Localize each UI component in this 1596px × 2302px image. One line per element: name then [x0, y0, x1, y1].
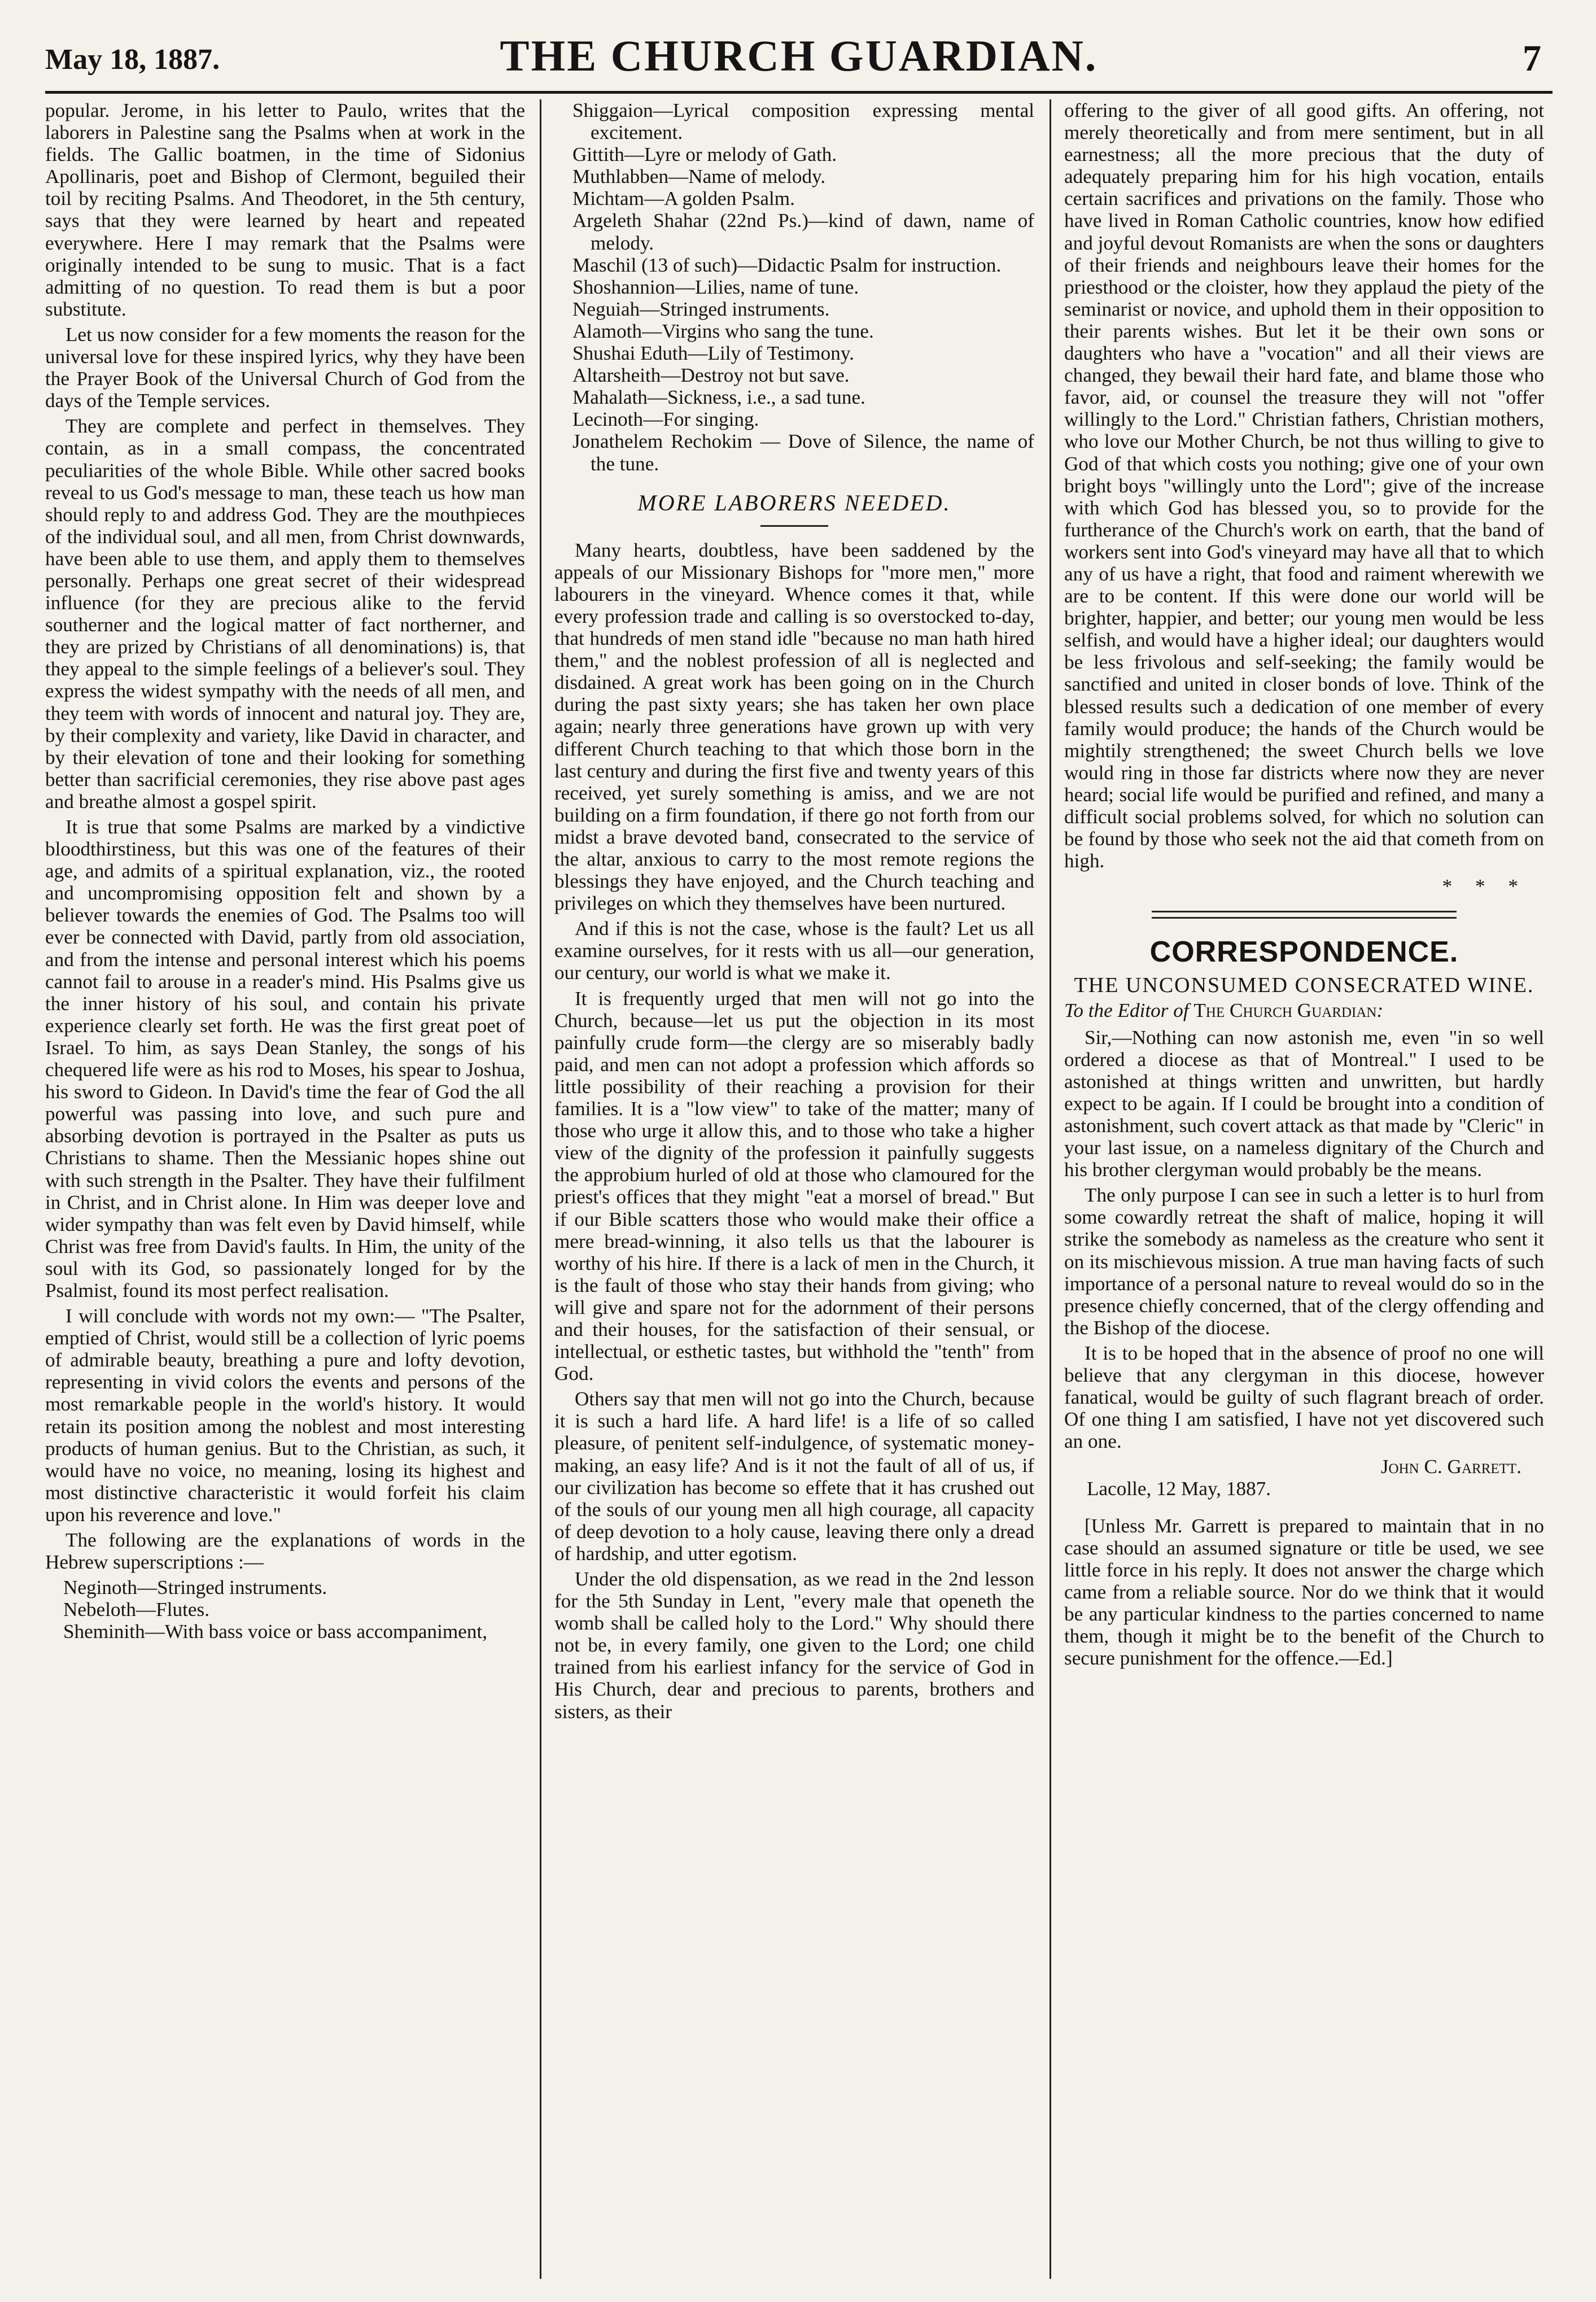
list-item: Alamoth—Virgins who sang the tune.	[572, 320, 874, 342]
list-item: Altarsheith—Destroy not but save.	[572, 364, 850, 387]
paragraph: It is to be hoped that in the absence of proof no one will believe that any clergyman in this diocese, however fanatical, would be guilty of such flagrant breach of order. Of one thing I am satisfied, I have not yet discovered such an one.	[1064, 1342, 1544, 1453]
list-item: Neguiah—Stringed instruments.	[572, 298, 830, 320]
list-item: Shushai Eduth—Lily of Testimony.	[572, 342, 854, 365]
newspaper-title: THE CHURCH GUARDIAN.	[500, 31, 1098, 80]
list-item: Lecinoth—For singing.	[572, 408, 759, 431]
column-1	[45, 99, 525, 2279]
list-item: Gittith—Lyre or melody of Gath.	[572, 143, 837, 166]
salutation-suffix: :	[1376, 999, 1384, 1022]
paragraph: It is frequently urged that men will not go into the Church, because—let us put the objection in its most painfully crude form—the clergy are so miserably badly paid, and men can not adopt a profession which affords so little possibility of their reaching a provision for their families. It is a "low view" to take of the matter; many of those who urge it allow this, and to those who take a higher view of the dignity of the profession it painfully suggests the approbium hurled of old at those who clamoured for the priest's offices that they might "eat a morsel of bread." But if our Bible scatters those who would make their office a mere bread-winning, it also tells us that the labourer is worthy of his hire. If there is a lack of men in the Church, it is the fault of those who stay their hands from giving; who will give and spare not for the adornment of their persons and their houses, for the satisfaction of their sensual, or intellectual, or esthetic tastes, but withhold the "tenth" from God.	[554, 987, 1034, 1385]
paragraph: They are complete and perfect in themselves. They contain, as in a small compass, the concentrated peculiarities of the whole Bible. While other sacred books reveal to us God's message to man, these teach us how man should reply to and address God. They are the mouthpieces of the individual soul, and all men, from Christ downwards, have been able to use them, and apply them to themselves personally. Perhaps one great secret of their widespread influence (for they are precious alike to the fervid southerner and the logical matter of fact northerner, and they are prized by Christians of all denominations) is, that they appeal to the simple feelings of a believer's soul. They express the widest sympathy with the needs of all men, and they teem with words of innocent and natural joy. They are, by their complexity and variety, like David in character, and by their elevation of tone and their looking for something better than sacrificial ceremonies, they rise above past ages and breathe almost a gospel spirit.	[45, 415, 525, 813]
paragraph: It is true that some Psalms are marked by a vindictive bloodthirstiness, but this was one of the features of their age, and admits of a spiritual explanation, viz., the rooted and uncompromising opposition felt and shown by a believer towards the enemies of God. The Psalms too will ever be connected with David, partly from old association, and from the intense and personal interest which his poems cannot fail to arouse in a reader's mind. His Psalms give us the inner history of his soul, and contain his private experience clearly set forth. He was the first great poet of Israel. To him, as says Dean Stanley, the songs of his chequered life were as his rod to Moses, his spear to Joshua, his sword to Gideon. In David's time the fear of God the all powerful was passing into love, and such pure and absorbing devotion is portrayed in the Psalter as puts us Christians to shame. Then the Messianic hopes shine out with such strength in the Psalter. They have their fulfilment in Christ, and in Christ alone. In Him was deeper love and wider sympathy than was felt even by David himself, while Christ was free from David's faults. In Him, the unity of the soul with its God, so passionately longed for by the Psalmist, found its most perfect realisation.	[45, 816, 525, 1301]
list-item: Nebeloth—Flutes.	[63, 1598, 209, 1621]
column-2	[554, 99, 1034, 2279]
salutation-prefix: To the Editor of	[1064, 999, 1189, 1022]
masthead	[45, 26, 1553, 94]
list-item: Mahalath—Sickness, i.e., a sad tune.	[572, 386, 865, 409]
paragraph: offering to the giver of all good gifts. An offering, not merely theoretically and from mere sentiment, but in all earnestness; all the more precious that the duty of adequately preparing him for his high vocation, entails certain sacrifices and privations on the family. Those who have lived in Roman Catholic countries, know how edified and joyful devout Romanists are when the sons or daughters of their friends and neighbours leave their homes for the priesthood or the cloister, how they applaud the piety of the seminarist or novice, and uphold them in their opposition to their parents wishes. But let it be their own sons or daughters who have a "vocation" and all their views are changed, they bewail their hard fate, and blame those who favor, aid, or counsel the treasure they will not "offer willingly to the Lord." Christian fathers, Christian mothers, who love our Mother Church, be not thus willing to give to God of that which costs you nothing; give one of your own bright boys "willingly unto the Lord"; give of the increase with which God has blessed you, so to provide for the furtherance of the Church's work on earth, that the band of workers sent into God's vineyard may have all that to which any of us have a right, that food and raiment wherewith we are to be content. If this were done our world will be brighter, happier, and better; our young men would be less selfish, and would have a higher ideal; our daughters would be less frivolous and self-seeking; the family would be sanctified and united in closer bonds of love. Think of the blessed results such a dedication of one member of every family would produce; the hands of the Church would be mightily strengthened; the sweet Church bells we love would ring in those far districts where now they are never heard; social life would be purified and refined, and many a difficult social problems solved, for which no solution can be found by those who seek not the aid that cometh from on high.	[1064, 99, 1544, 872]
paragraph: Under the old dispensation, as we read in the 2nd lesson for the 5th Sunday in Lent, "every male that openeth the womb shall be called holy to the Lord." Why should there not be, in every family, one given to the Lord; one child trained from his earliest infancy for the service of God in His Church, dear and precious to parents, brothers and sisters, as their	[554, 1568, 1034, 1723]
section-divider	[1152, 911, 1457, 919]
list-item: Shoshannion—Lilies, name of tune.	[572, 276, 859, 298]
columns	[45, 99, 1553, 2279]
paragraph: Many hearts, doubtless, have been saddened by the appeals of our Missionary Bishops for "more men," more labourers in the vineyard. Whence comes it that, while every profession trade and calling is so overstocked to-day, that hundreds of men stand idle "because no man hath hired them," and the noblest profession of all is neglected and disdained. A great work has been going on in the Church during the past sixty years; she has taken her own place again; nearly three generations have grown up with very different Church teaching to that which those born in the last century and during the first five and twenty years of this received, yet surely something is amiss, and we are not building on a firm foundation, if there go not forth from our midst a brave devoted band, consecrated to the service of the altar, anxious to carry to the most remote regions the blessings they have enjoyed, and the Church teaching and privileges on which they themselves have been nurtured.	[554, 539, 1034, 915]
letter-signature: John C. Garrett.	[1380, 1456, 1521, 1478]
list-item: Muthlabben—Name of melody.	[572, 165, 826, 188]
paragraph: And if this is not the case, whose is the fault? Let us all examine ourselves, for it rests with us all—our generation, our century, our world is what we make it.	[554, 918, 1034, 984]
paragraph: Let us now consider for a few moments the reason for the universal love for these inspired lyrics, why they have been the Prayer Book of the Universal Church of God from the days of the Temple services.	[45, 323, 525, 412]
letter-place-date: Lacolle, 12 May, 1887.	[1087, 1478, 1271, 1500]
paragraph: The only purpose I can see in such a letter is to hurl from some cowardly retreat the shaft of malice, hoping it will strike the somebody as nameless as the creature who sent it on its mischievous mission. A true man having facts of such importance of a personal nature to reveal would do so in the presence chiefly concerned, that of the clergy offending and the Bishop of the diocese.	[1064, 1184, 1544, 1339]
list-item: Shiggaion—Lyrical composition expressing mental excitement.	[572, 99, 1034, 144]
heading-rule	[760, 525, 828, 527]
paragraph: Others say that men will not go into the Church, because it is such a hard life. A hard life! is a life of so called pleasure, of penitent self-indulgence, of systematic money-making, an easy life? And is it not the fault of all of us, if our civilization has become so effete that it has crushed out of the souls of our young men all high courage, all capacity of deep devotion to a holy cause, leaving there only a dread of hardship, and utter egotism.	[554, 1388, 1034, 1565]
column-3	[1064, 99, 1544, 2279]
correspondence-heading: CORRESPONDENCE.	[1149, 936, 1459, 969]
section-stars: * * *	[1442, 875, 1527, 898]
list-item: Sheminith—With bass voice or bass accompaniment,	[63, 1620, 488, 1643]
list-item: Maschil (13 of such)—Didactic Psalm for instruction.	[572, 254, 1002, 276]
list-item: Michtam—A golden Psalm.	[572, 187, 795, 210]
issue-date: May 18, 1887.	[45, 43, 220, 76]
list-item: Jonathelem Rechokim — Dove of Silence, the name of the tune.	[572, 430, 1034, 475]
list-item: Argeleth Shahar (22nd Ps.)—kind of dawn, name of melody.	[572, 209, 1034, 254]
paragraph: Sir,—Nothing can now astonish me, even "in so well ordered a diocese as that of Montreal." I used to be astonished at things written and unwritten, but hardly expect to be again. If I could be brought into a condition of astonishment, such covert attack as that made by "Cleric" in your last issue, on a nameless dignitary of the Church and his brother clergyman would probably be the means.	[1064, 1026, 1544, 1181]
superscription-list	[45, 1576, 525, 1643]
list-item: Neginoth—Stringed instruments.	[63, 1576, 327, 1599]
article-heading: MORE LABORERS NEEDED.	[637, 490, 951, 516]
editor-note: [Unless Mr. Garrett is prepared to maintain that in no case should an assumed signature or title be used, we see little force in his reply. It does not answer the charge which came from a reliable source. Nor do we think that it would be any particular kindness to the parties concerned to name them, though it might be to the benefit of the Church to secure punishment for the offence.—Ed.]	[1064, 1514, 1544, 1670]
letter-title: THE UNCONSUMED CONSECRATED WINE.	[1074, 973, 1534, 998]
paragraph: popular. Jerome, in his letter to Paulo, writes that the laborers in Palestine sang the Psalms when at work in the fields. The Gallic boatmen, in the time of Sidonius Apollinaris, poet and Bishop of Clermont, beguiled their toil by reciting Psalms. And Theodoret, in the 5th century, says that they were learned by heart and repeated everywhere. Here I may remark that the Psalms were originally intended to be sung to music. That is a fact admitting of no question. To read them is but a poor substitute.	[45, 99, 525, 320]
paragraph: I will conclude with words not my own:— "The Psalter, emptied of Christ, would still be a collection of lyric poems of admirable beauty, breathing a pure and lofty devotion, representing in vivid colors the events and persons of the most remarkable people in the world's history. It would retain its position among the noblest and most interesting products of human genius. But to the Christian, as such, it would have no voice, no meaning, losing its highest and most distinctive characteristic it would forfeit his claim upon his reverence and love."	[45, 1305, 525, 1526]
paragraph: The following are the explanations of words in the Hebrew superscriptions :—	[45, 1529, 525, 1574]
superscription-list	[554, 99, 1034, 475]
salutation-paper: The Church Guardian	[1193, 999, 1377, 1022]
page-number: 7	[1523, 38, 1541, 79]
newspaper-page	[45, 26, 1553, 2279]
letter-salutation	[1064, 999, 1544, 1021]
